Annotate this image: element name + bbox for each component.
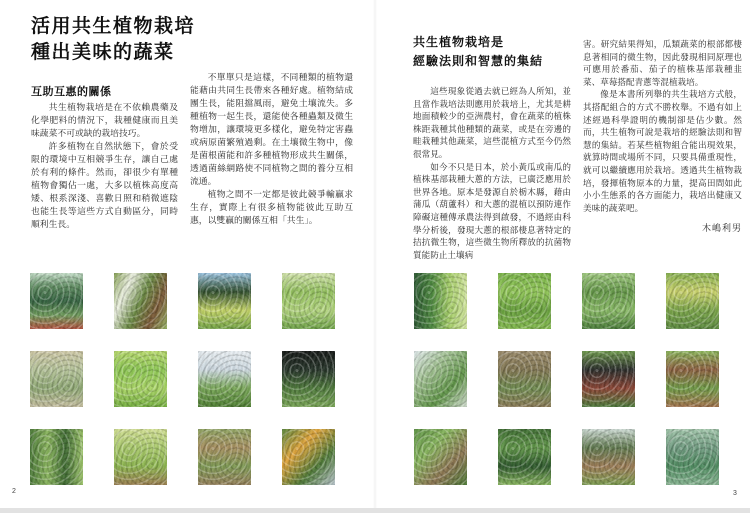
marigold-mulch-rows-photo <box>282 429 335 485</box>
paragraph: 許多植物在自然狀態下，會於受限的環境中互相競爭生存，讓自己處於有利的條件。然而，卻很少有單種植物會獨佔一處，大多以植株高度高矮、根系深淺、喜歡日照和稍微遮陰也能生長等這些方式自動區分，同時順利生長。 <box>31 141 178 229</box>
kale-plants-close-photo <box>30 273 83 329</box>
page-number-left: 2 <box>12 488 16 495</box>
paragraph: 害。研究結果得知，瓜類蔬菜的根部都棲息著相同的微生物，因此發現相同原理也可應用於番茄、茄子的植株基部栽種韭菜、草莓搭配青蔥等混植栽培。 <box>583 39 742 87</box>
clover-ground-cover-photo <box>498 273 551 329</box>
greenhouse-interior-photo <box>198 351 251 407</box>
light-leafy-field-photo <box>282 273 335 329</box>
paragraph: 共生植物栽培是在不依賴農藥及化學肥料的情況下，栽種健康而且美味蔬菜不可或缺的栽培技巧。 <box>31 102 178 138</box>
paragraph: 植物之間不一定都是彼此競爭輸贏求生存，實際上有很多植物能彼此互助互惠，以雙贏的關係互相「共生」。 <box>190 189 353 225</box>
cucumber-vines-photo <box>498 429 551 485</box>
greenhouse-frames-photo <box>414 351 467 407</box>
black-mulch-red-lettuce-photo <box>582 351 635 407</box>
author-signature: 木嶋利男 <box>701 223 742 234</box>
scallion-interplanting-photo <box>30 429 83 485</box>
page-title-line2: 種出美味的蔬菜 <box>31 42 175 63</box>
right-photo-grid <box>414 273 719 485</box>
crop-field-horizon-photo <box>198 273 251 329</box>
page-number-right: 3 <box>733 490 737 497</box>
trellis-vine-wall-photo <box>414 273 467 329</box>
left-photo-grid <box>30 273 335 485</box>
leek-field-photo <box>414 429 467 485</box>
page-title-line1: 活用共生植物栽培 <box>31 16 196 37</box>
paragraph: 這些現象從過去就已經為人所知，並且當作栽培法則應用於栽培上，尤其是耕地面積較少的亞洲農村，會在蔬菜的植株株距栽種其他種類的蔬菜，或是在旁邊的畦栽種其他蔬菜，這些混植方式至今仍然很常見。 <box>413 86 571 159</box>
converging-crop-rows-photo <box>666 273 719 329</box>
right-section-heading <box>413 33 543 71</box>
bright-lettuce-rows-photo <box>114 351 167 407</box>
young-plants-dry-soil-photo <box>198 429 251 485</box>
cabbage-patch-photo <box>582 273 635 329</box>
dry-vines-sticks-photo <box>498 351 551 407</box>
left-body-column-2 <box>190 71 353 227</box>
spine-divider <box>373 0 377 513</box>
left-body-column-1 <box>31 101 178 231</box>
red-leaf-vegetables-photo <box>666 351 719 407</box>
page-title <box>31 14 195 66</box>
right-body-column-2 <box>583 38 742 235</box>
right-heading-line1: 共生植物栽培是 <box>413 35 505 49</box>
seedling-rows-hills-photo <box>582 429 635 485</box>
page-bottom-edge <box>0 508 750 513</box>
blue-green-cabbages-photo <box>666 429 719 485</box>
paragraph: 不單單只是這樣，不同種類的植物還能藉由共同生長帶來各種好處。植物結成團生長，能阻擋風雨，避免土壤流失。多種植物一起生長，還能使各種蟲類及微生物增加，讓環境更多樣化，避免特定害蟲或病原菌繁殖過剩。在土壤微生物中，像是菌根菌能和許多種植物形成共生關係，透過菌絲網路使不同植物之間的養分互相流通。 <box>190 72 353 186</box>
section-heading: 互助互惠的關係 <box>31 86 112 98</box>
paragraph: 像是本書所列舉的共生栽培方式般，其搭配組合的方式不勝枚舉。不過有如上述經過科學證明的機制卻是佔少數。然而，共生植物可說是栽培的經驗法則和智慧的集結。若某些植物組合能出現效果，就算時間或場所不同，只要具備重現性，就可以繼續應用於栽培。透過共生植物栽培，發揮植物原本的力量，提高田間如此小小生態系的各方面能力，栽培出健康又美味的蔬菜吧。 <box>583 89 742 213</box>
right-heading-line2: 經驗法則和智慧的集結 <box>413 54 544 68</box>
paragraph: 如今不只是日本，於小黃瓜或南瓜的植株基部栽種大蔥的方法，已廣泛應用於世界各地。原本是發源自於栃木縣，藉由蒲瓜（葫蘆科）和大蔥的混植以預防連作障礙這種傳承農法得到啟發，不過經由科學分析後，發現大蔥的根部棲息著特定的拮抗微生物，這些微生物所釋放的抗菌物質能防止土壤病 <box>413 161 571 260</box>
yellow-green-leafy-photo <box>114 429 167 485</box>
flowering-crop-rows-photo <box>114 273 167 329</box>
dark-backdrop-seedlings-photo <box>282 351 335 407</box>
right-body-column-1 <box>413 85 571 261</box>
mulched-mixed-garden-photo <box>30 351 83 407</box>
